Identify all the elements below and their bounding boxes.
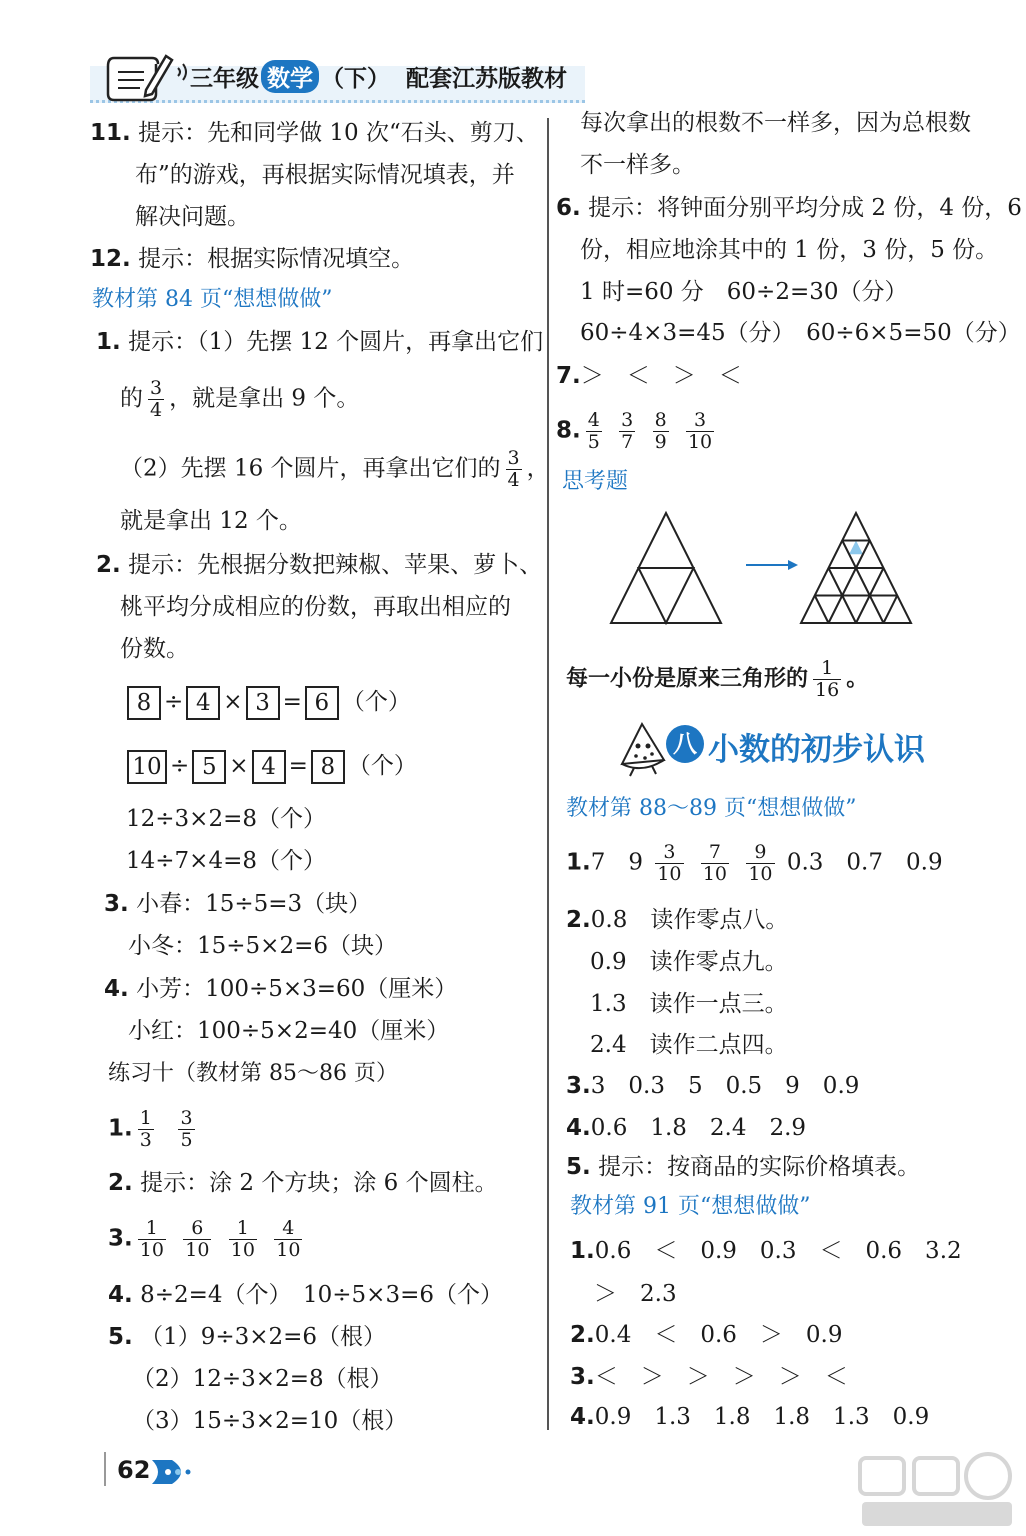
answer-6-line3: 1 时=60 分 60÷2=30（分） bbox=[580, 279, 908, 305]
exercise-1: 1. $\frac{1}{3}$ $\frac{3}{5}$ bbox=[108, 1107, 193, 1151]
section-heading-p84: 教材第 84 页“想想做做” bbox=[92, 287, 333, 312]
footer-rule bbox=[104, 1452, 106, 1486]
scroll-pencil-icon bbox=[100, 46, 190, 106]
arrow-right-icon bbox=[746, 560, 798, 570]
page-arrow-icon bbox=[150, 1458, 194, 1486]
compare-1-line2: ＞ 2.3 bbox=[594, 1281, 677, 1307]
answer-6: 6. 提示：将钟面分别平均分成 2 份，4 份，6 bbox=[556, 195, 1022, 221]
section-heading-p88: 教材第 88～89 页“想想做做” bbox=[566, 796, 857, 821]
think-heading: 思考题 bbox=[562, 469, 629, 494]
item-12: 12. 提示：根据实际情况填空。 bbox=[90, 246, 415, 272]
compare-4: 4.0.9 1.3 1.8 1.8 1.3 0.9 bbox=[570, 1404, 930, 1430]
item-3: 3. 小春：15÷5=3（块） bbox=[104, 891, 372, 917]
item-1-line2: 的 $\frac{3}{4}$ ，就是拿出 9 个。 bbox=[120, 377, 360, 421]
answer-6-line2: 份，相应地涂其中的 1 份，3 份，5 份。 bbox=[580, 237, 999, 263]
item-11: 11. 提示：先和同学做 10 次“石头、剪刀、 bbox=[90, 120, 539, 146]
item-4-line2: 小红：100÷5×2=40（厘米） bbox=[128, 1018, 450, 1044]
item-2-line3: 份数。 bbox=[120, 636, 189, 662]
equation-4: 14÷7×4=8（个） bbox=[126, 848, 326, 874]
decimal-2-line3: 1.3 读作一点三。 bbox=[590, 991, 788, 1017]
compare-3: 3.＜ ＞ ＞ ＞ ＞ ＜ bbox=[570, 1364, 848, 1390]
item-11-line3: 解决问题。 bbox=[135, 204, 250, 230]
column-divider bbox=[547, 118, 549, 1430]
triangle-division-figure bbox=[606, 508, 936, 628]
fraction: $\frac{3}{4}$ bbox=[507, 447, 520, 491]
exercise-3: 3. $\frac{1}{10}$ $\frac{6}{10}$ $\frac{1}{10}$ $\frac{4}{10}$ bbox=[108, 1217, 301, 1261]
exercise-2: 2. 提示：涂 2 个方块；涂 6 个圆柱。 bbox=[108, 1170, 498, 1196]
exercise-5-line3: （3）15÷3×2=10（根） bbox=[132, 1408, 408, 1434]
item-11-line2: 布”的游戏，再根据实际情况填表，并 bbox=[135, 162, 515, 188]
answer-5-cont: 每次拿出的根数不一样多，因为总根数 bbox=[580, 110, 971, 136]
item-1: 1. 提示：（1）先摆 12 个圆片，再拿出它们 bbox=[96, 329, 544, 355]
section-heading-exercise10: 练习十（教材第 85～86 页） bbox=[108, 1061, 398, 1086]
fraction: $\frac{3}{4}$ bbox=[150, 377, 163, 421]
item-3-line2: 小冬：15÷5×2=6（块） bbox=[128, 933, 397, 959]
item-1-line3: （2）先摆 16 个圆片，再拿出它们的 $\frac{3}{4}$ ， bbox=[120, 447, 550, 491]
chapter-title: 小数的初步认识 bbox=[708, 732, 925, 768]
item-2-line2: 桃平均分成相应的份数，再取出相应的 bbox=[120, 594, 511, 620]
decimal-5: 5. 提示：按商品的实际价格填表。 bbox=[566, 1154, 921, 1180]
equation-3: 12÷3×2=8（个） bbox=[126, 806, 326, 832]
decimal-2-line4: 2.4 读作二点四。 bbox=[590, 1032, 788, 1058]
box-equation-2: 10 ÷ 5 × 4 = 8 （个） bbox=[124, 750, 417, 784]
header-title: 三年级 数学 （下） 配套江苏版教材 bbox=[190, 60, 567, 93]
think-answer: 每一小份是原来三角形的 $\frac{1}{16}$ 。 bbox=[566, 657, 869, 701]
answer-6-line4: 60÷4×3=45（分） 60÷6×5=50（分） bbox=[580, 320, 1021, 346]
exercise-4: 4. 8÷2=4（个） 10÷5×3=6（个） bbox=[108, 1282, 503, 1308]
answer-5-cont2: 不一样多。 bbox=[580, 152, 695, 178]
compare-2: 2.0.4 ＜ 0.6 ＞ 0.9 bbox=[570, 1322, 843, 1348]
chapter-number-badge: 八 bbox=[666, 725, 704, 763]
decimal-4: 4.0.6 1.8 2.4 2.9 bbox=[566, 1115, 807, 1141]
item-4: 4. 小芳：100÷5×3=60（厘米） bbox=[104, 976, 458, 1002]
exercise-5: 5. （1）9÷3×2=6（根） bbox=[108, 1324, 387, 1350]
watermark-logo-icon bbox=[852, 1450, 1022, 1530]
page-number: 62 bbox=[117, 1456, 151, 1484]
decimal-2: 2.0.8 读作零点八。 bbox=[566, 907, 789, 933]
section-heading-p91: 教材第 91 页“想想做做” bbox=[570, 1194, 811, 1219]
decimal-3: 3.3 0.3 5 0.5 9 0.9 bbox=[566, 1073, 860, 1099]
box-equation-1: 8 ÷ 4 × 3 = 6 （个） bbox=[124, 686, 411, 720]
compare-1: 1.0.6 ＜ 0.9 0.3 ＜ 0.6 3.2 bbox=[570, 1238, 962, 1264]
watermelon-mascot-icon bbox=[612, 716, 672, 778]
subject-badge: 数学 bbox=[261, 60, 319, 93]
item-1-line4: 就是拿出 12 个。 bbox=[120, 508, 302, 534]
answer-7: 7.＞ ＜ ＞ ＜ bbox=[556, 363, 742, 389]
decimal-2-line2: 0.9 读作零点九。 bbox=[590, 949, 788, 975]
decimal-1: 1.7 9 $\frac{3}{10}$ $\frac{7}{10}$ $\frac{9}{10}$ 0.3 0.7 0.9 bbox=[566, 841, 943, 885]
item-2: 2. 提示：先根据分数把辣椒、苹果、萝卜、 bbox=[96, 552, 543, 578]
answer-8: 8. $\frac{4}{5}$ $\frac{3}{7}$ $\frac{8}{9}$ $\frac{3}{10}$ bbox=[556, 409, 713, 453]
exercise-5-line2: （2）12÷3×2=8（根） bbox=[132, 1366, 393, 1392]
